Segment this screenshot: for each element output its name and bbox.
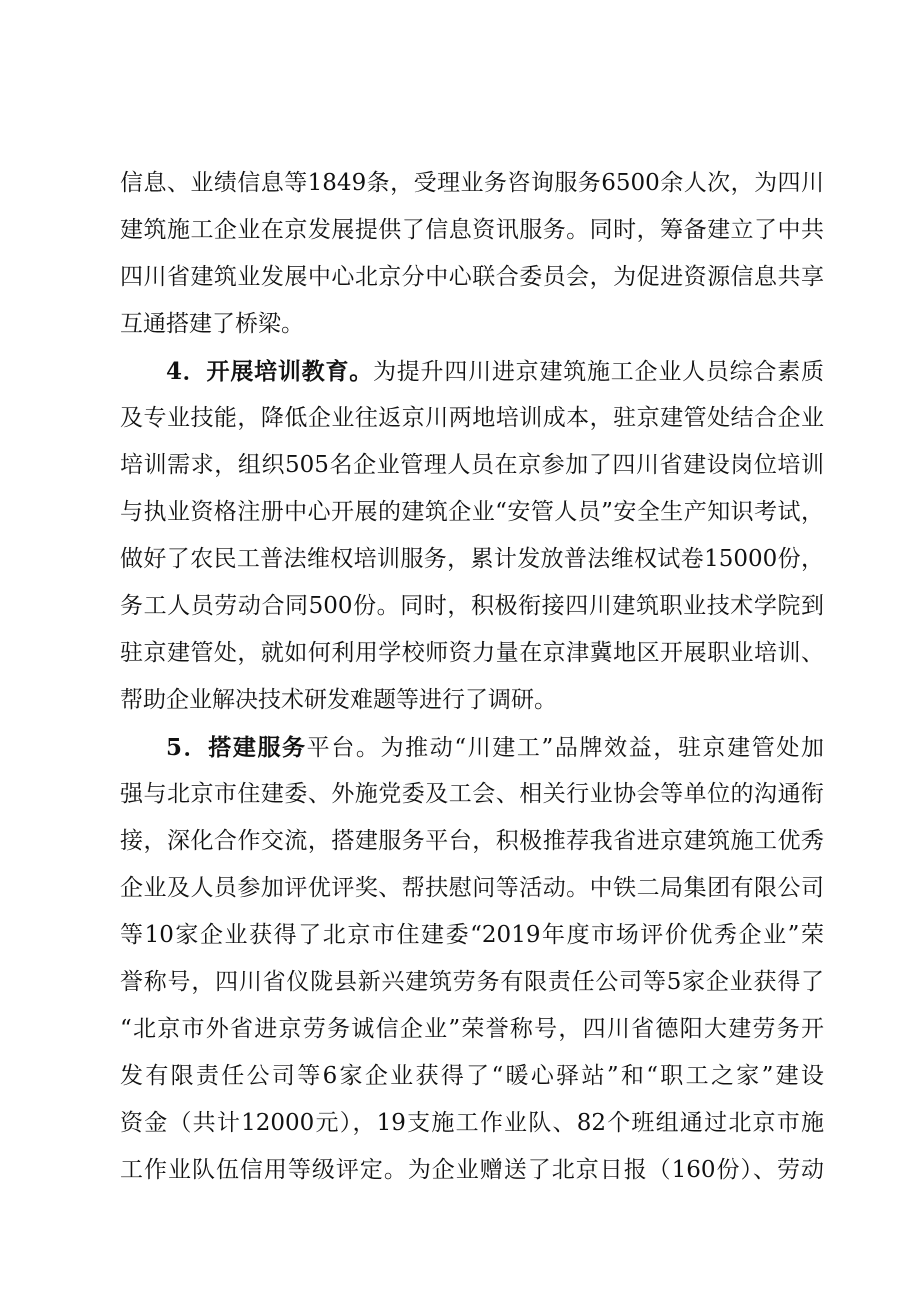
text-line: 四川省建筑业发展中心北京分中心联合委员会，为促进资源信息共享	[120, 264, 824, 290]
text-line: 互通搭建了桥梁。	[120, 311, 304, 337]
text-line: 培训需求，组织505名企业管理人员在京参加了四川省建设岗位培训	[120, 452, 824, 478]
text-line: 驻京建管处，就如何利用学校师资力量在京津冀地区开展职业培训、	[120, 640, 824, 666]
text-line: 工作业队伍信用等级评定。为企业赠送了北京日报（160份）、劳动	[120, 1157, 824, 1183]
text-line: 企业及人员参加评优评奖、帮扶慰问等活动。中铁二局集团有限公司	[120, 875, 824, 901]
text-span: 平台。为推动“川建工”品牌效益，驻京建管处加	[306, 735, 824, 761]
text-line: 等10家企业获得了北京市住建委“2019年度市场评价优秀企业”荣	[120, 922, 824, 948]
text-span: 为提升四川进京建筑施工企业人员综合素质	[373, 359, 824, 385]
paragraph-training	[120, 348, 824, 724]
text-line: 接，深化合作交流，搭建服务平台，积极推荐我省进京建筑施工优秀	[120, 828, 824, 854]
text-line: “北京市外省进京劳务诚信企业”荣誉称号，四川省德阳大建劳务开	[120, 1016, 824, 1042]
text-line: 资金（共计12000元），19支施工作业队、82个班组通过北京市施	[120, 1110, 824, 1136]
text-line	[120, 348, 824, 395]
text-line: 强与北京市住建委、外施党委及工会、相关行业协会等单位的沟通衔	[120, 781, 824, 807]
text-line: 誉称号，四川省仪陇县新兴建筑劳务有限责任公司等5家企业获得了	[120, 969, 824, 995]
text-line	[120, 724, 824, 771]
text-line: 建筑施工企业在京发展提供了信息资讯服务。同时，筹备建立了中共	[120, 217, 824, 243]
text-line: 及专业技能，降低企业往返京川两地培训成本，驻京建管处结合企业	[120, 405, 824, 431]
text-line: 帮助企业解决技术研发难题等进行了调研。	[120, 687, 557, 713]
section-heading-platform: 5．搭建服务	[166, 734, 307, 761]
document-body	[120, 160, 824, 1194]
text-line: 信息、业绩信息等1849条，受理业务咨询服务6500余人次，为四川	[120, 170, 824, 196]
text-line: 做好了农民工普法维权培训服务，累计发放普法维权试卷15000份，	[120, 546, 824, 572]
text-line: 务工人员劳动合同500份。同时，积极衔接四川建筑职业技术学院到	[120, 593, 824, 619]
text-line: 发有限责任公司等6家企业获得了“暖心驿站”和“职工之家”建设	[120, 1063, 824, 1089]
paragraph-info-service	[120, 160, 824, 348]
section-heading-training: 4．开展培训教育。	[166, 358, 373, 385]
text-line: 与执业资格注册中心开展的建筑企业“安管人员”安全生产知识考试，	[120, 499, 824, 525]
paragraph-service-platform	[120, 724, 824, 1194]
